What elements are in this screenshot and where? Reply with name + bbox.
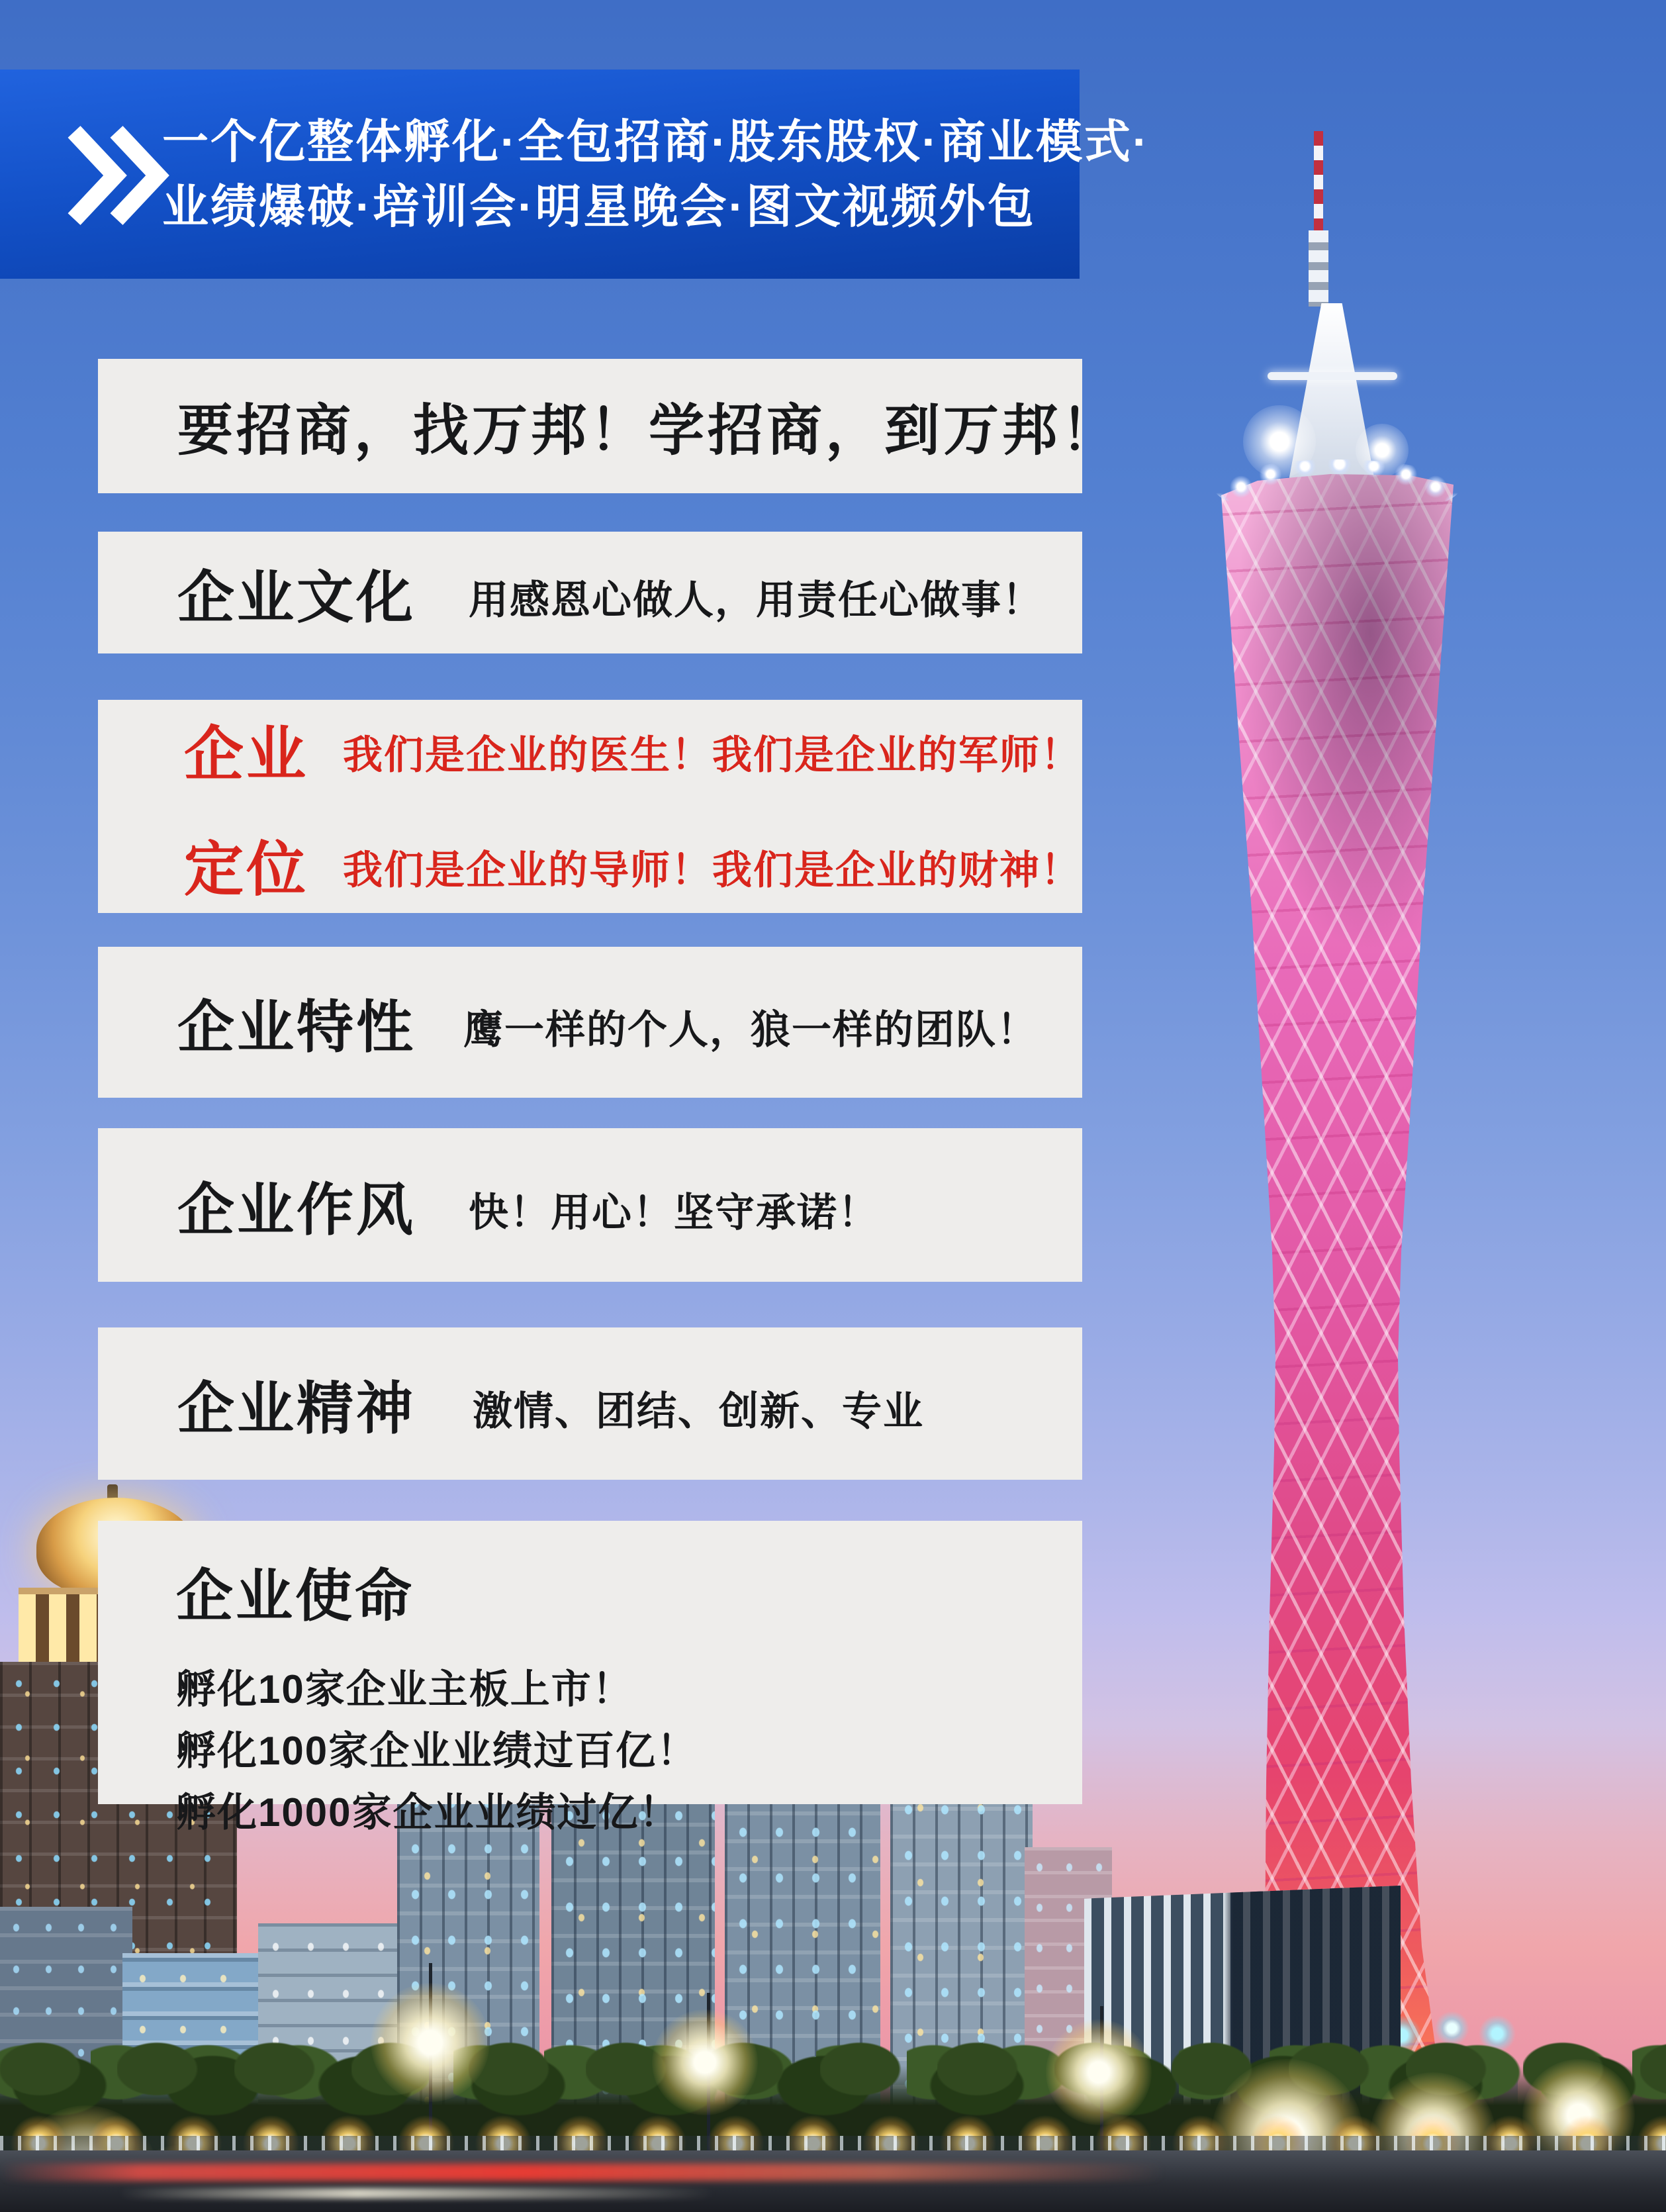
car-light-trail — [0, 2164, 1165, 2181]
streetlight-flare — [1046, 2019, 1152, 2125]
slogan-text: 要招商，找万邦！学招商，到万邦！ — [177, 399, 1121, 461]
culture-box — [98, 532, 1082, 653]
positioning-title-line2: 定位 — [184, 837, 308, 903]
culture-title: 企业文化 — [177, 566, 416, 630]
positioning-row-1 — [184, 706, 1082, 792]
positioning-line-2: 我们是企业的导师！我们是企业的财神！ — [343, 848, 1082, 892]
mission-line-2: 孵化100家企业业绩过百亿！ — [176, 1729, 698, 1773]
car-light-trail — [119, 2188, 715, 2199]
culture-text: 用感恩心做人，用责任心做事！ — [469, 578, 1043, 622]
tower-antenna-mid — [1309, 230, 1328, 307]
mission-title: 企业使命 — [176, 1564, 414, 1628]
streetlight-flare — [371, 1983, 490, 2102]
mission-line-1: 孵化10家企业主板上市！ — [176, 1667, 633, 1711]
workstyle-box — [98, 1128, 1082, 1282]
spirit-text: 激情、团结、创新、专业 — [473, 1389, 924, 1433]
banner-line-1: 一个亿整体孵化·全包招商·股东股权·商业模式· — [162, 116, 1150, 168]
mission-line-3: 孵化1000家企业业绩过亿！ — [176, 1790, 680, 1835]
roadway — [0, 2150, 1666, 2212]
traits-text: 鹰一样的个人，狼一样的团队！ — [463, 1008, 1038, 1052]
slogan-box — [98, 359, 1121, 493]
tower-antenna-crossarm — [1268, 372, 1397, 380]
banner-text-block — [162, 116, 1150, 232]
positioning-box — [98, 700, 1082, 913]
double-chevron-right-icon — [65, 122, 179, 228]
workstyle-text: 快！用心！坚守承诺！ — [469, 1190, 879, 1235]
spirit-box — [98, 1327, 1082, 1480]
mission-box — [98, 1521, 1082, 1835]
traits-title: 企业特性 — [177, 996, 416, 1059]
banner-line-2: 业绩爆破·培训会·明星晚会·图文视频外包 — [162, 181, 1036, 232]
positioning-line-1: 我们是企业的医生！我们是企业的军师！ — [343, 733, 1082, 777]
mission-lines — [176, 1659, 698, 1843]
workstyle-title: 企业作风 — [177, 1178, 416, 1242]
tower-antenna-striped-tip — [1314, 131, 1323, 234]
traits-box — [98, 947, 1082, 1098]
positioning-title-line1: 企业 — [184, 722, 308, 788]
positioning-row-2 — [184, 821, 1082, 907]
header-banner — [0, 70, 1150, 279]
spirit-title: 企业精神 — [177, 1377, 416, 1441]
streetlight-flare — [652, 2009, 758, 2115]
tower-top-rim-lights — [1214, 459, 1460, 516]
